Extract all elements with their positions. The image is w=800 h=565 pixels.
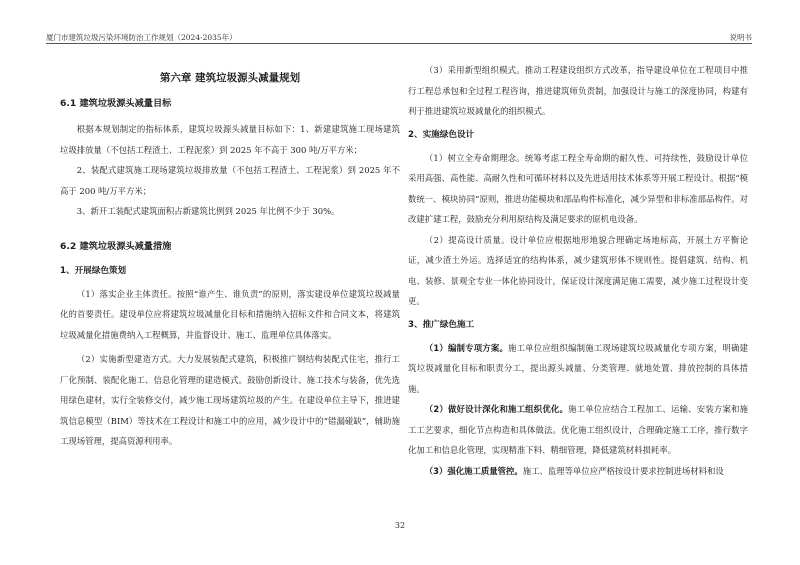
paragraph: （1）落实企业主体责任。按照“谁产生、谁负责”的原则，落实建设单位建筑垃圾减量化的首要责任。建设单位应将建筑垃圾减量化目标和措施纳入招标文件和合同文本，将建筑垃圾减量化措施费纳入工程概算，并监督设计、施工、监理单位具体落实。 bbox=[60, 288, 400, 340]
paragraph: 2、装配式建筑施工现场建筑垃圾排放量（不包括工程渣土、工程泥浆）到 2025 年不高于 200 吨/万平方米； bbox=[60, 165, 400, 196]
paragraph: 3、新开工装配式建筑面积占新建筑比例到 2025 年比例不少于 30%。 bbox=[76, 206, 340, 216]
paragraph-body: 施工、监理等单位应严格按设计要求控制进场材料和设 bbox=[522, 465, 724, 476]
paragraph bbox=[408, 399, 748, 461]
section-6-1-title: 6.1 建筑垃圾源头减量目标 bbox=[60, 98, 172, 109]
header-divider bbox=[46, 43, 752, 44]
document-header-label: 说明书 bbox=[729, 33, 752, 42]
subsection-title: 3、推广绿色施工 bbox=[408, 319, 475, 330]
subsection-title: 1、开展绿色策划 bbox=[60, 265, 127, 276]
right-column bbox=[408, 60, 748, 481]
paragraph: （2）实施新型建造方式。大力发展装配式建筑，积极推广钢结构装配式住宅，推行工厂化预制、装配化施工、信息化管理的建造模式。鼓励创新设计、施工技术与装备，优先选用绿色建材，实行全装修交付，减少施工现场建筑垃圾的产生。在建设单位主导下，推进建筑信息模型（BIM）等技术在工程设计和施工中的应用，减少设计中的“错漏碰缺”，辅助施工现场管理，提高资源利用率。 bbox=[60, 354, 400, 446]
paragraph-lead: （1）编制专项方案。 bbox=[424, 342, 509, 353]
paragraph bbox=[408, 461, 748, 482]
subsection-title: 2、实施绿色设计 bbox=[408, 129, 475, 140]
document-header-title: 厦门市建筑垃圾污染环境防治工作规划（2024-2035年） bbox=[46, 33, 237, 42]
paragraph: （2）提高设计质量。设计单位应根据地形地貌合理确定场地标高，开展土方平衡论证，减少渣土外运。选择适宜的结构体系，减少建筑形体不规则性。提倡建筑、结构、机电、装修、景观全专业一体化协同设计，保证设计深度满足施工需要，减少施工过程设计变更。 bbox=[408, 234, 748, 306]
page-number: 32 bbox=[394, 521, 406, 530]
paragraph: （3）采用新型组织模式。推动工程建设组织方式改革，指导建设单位在工程项目中推行工程总承包和全过程工程咨询，推进建筑师负责制，加强设计与施工的深度协同，构建有利于推进建筑垃圾减量化的组织模式。 bbox=[408, 65, 748, 116]
left-column bbox=[60, 58, 400, 452]
paragraph-lead: （3）强化施工质量管控。 bbox=[424, 465, 523, 476]
paragraph: （1）树立全寿命期理念。统筹考虑工程全寿命期的耐久性、可持续性，鼓励设计单位采用高强、高性能、高耐久性和可循环材料以及先进适用技术体系等开展工程设计。根据“模数统一、模块协同”原则，推进功能模块和部品构件标准化，减少异型和非标准部品构件。对改建扩建工程，鼓励充分利用原结构及满足要求的原机电设备。 bbox=[408, 152, 748, 224]
section-6-2-title: 6.2 建筑垃圾源头减量措施 bbox=[60, 240, 172, 252]
paragraph-body: 施工单位应组织编制施工现场建筑垃圾减量化专项方案，明确建筑垃圾减量化目标和职责分工，提出源头减量、分类管理、就地处置、排放控制的具体措施。 bbox=[408, 342, 749, 394]
paragraph-body: 施工单位应结合工程加工、运输、安装方案和施工工艺要求，细化节点构造和具体做法。优化施工组织设计，合理确定施工工序，推行数字化加工和信息化管理，实现精准下料、精细管理，降低建筑材料损耗率。 bbox=[408, 404, 749, 455]
paragraph bbox=[408, 338, 748, 400]
chapter-title: 第六章 建筑垃圾源头减量规划 bbox=[159, 72, 301, 84]
paragraph-lead: （2）做好设计深化和施工组织优化。 bbox=[424, 404, 569, 414]
paragraph: 根据本规划制定的指标体系，建筑垃圾源头减量目标如下：1、新建建筑施工现场建筑垃圾排放量（不包括工程渣土、工程泥浆）到 2025 年不高于 300 吨/万平方米； bbox=[60, 124, 400, 155]
